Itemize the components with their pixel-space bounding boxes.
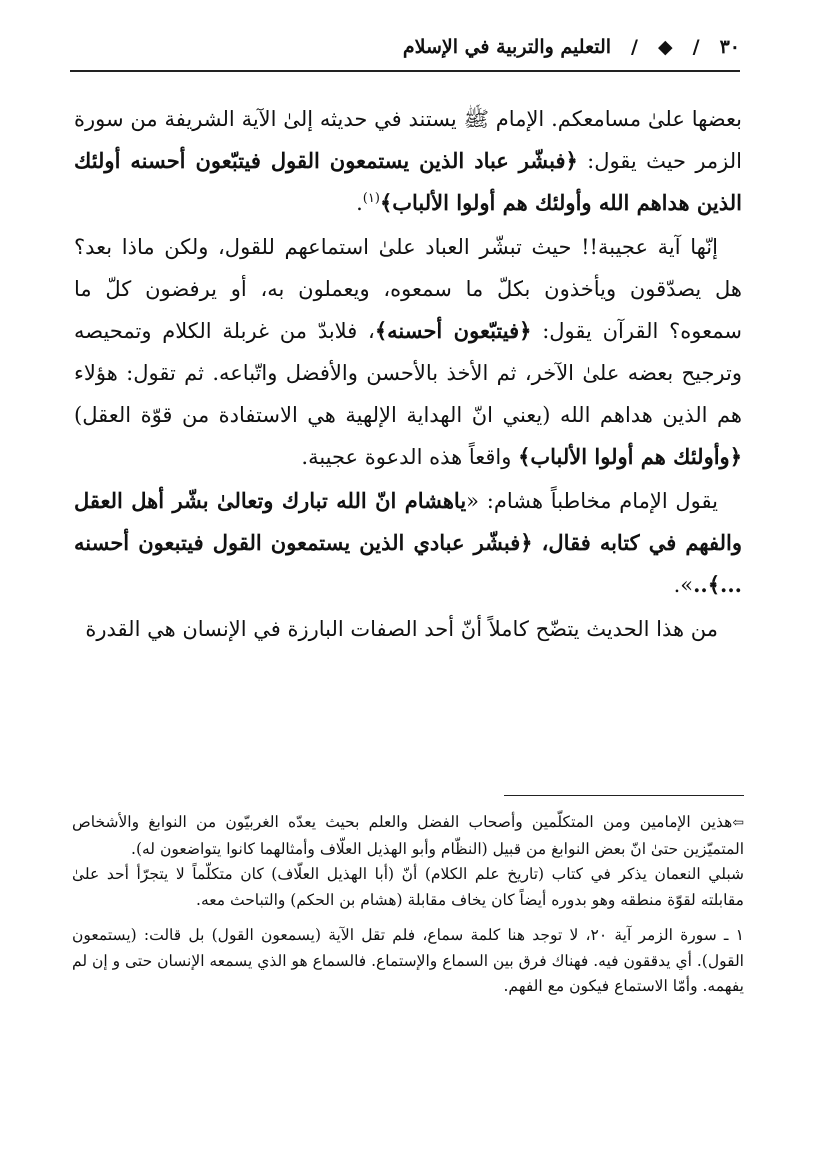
footnotes — [72, 810, 744, 1000]
footnote-continuation: شبلي النعمان يذكر في كتاب (تاريخ علم الكلام) أنّ (أبا الهذيل العلّاف) كان متكلّماً لا يتجرّأ أحد علىٰ مقابلته لقوّة منطقه وهو بدوره أيضاً كان يخاف مقابلة (هشام بن الحكم) والتباحث معه. — [72, 865, 744, 909]
continuation-arrow-icon: ⇦ — [732, 815, 744, 831]
text-run: يقول الإمام مخاطباً هشام: « — [466, 489, 718, 513]
paragraph — [74, 98, 742, 224]
book-title: التعليم والتربية في الإسلام — [402, 36, 612, 58]
text-run: ». — [673, 573, 694, 597]
text-run: واقعاً هذه الدعوة عجيبة. — [301, 445, 519, 469]
paragraph — [74, 226, 742, 478]
header-separator: / — [692, 36, 700, 58]
text-run: . — [356, 191, 363, 215]
footnote-1: ١ ـ سورة الزمر آية ٢٠، لا توجد هنا كلمة سماع، فلم تقل الآية (يسمعون القول) بل قالت: (يستمعون القول). أي يدققون فيه. فهناك فرق بين السماع والإستماع. فالسماع هو الذي يسمعه الإنسان حتى و إن لم يفهمه. وأمّا الاستماع فيكون مع الفهم. — [72, 926, 744, 995]
header-separator: / — [631, 36, 638, 58]
quran-quote: ﴿وأولئك هم أولوا الألباب﴾ — [518, 444, 742, 469]
text-run: بعضها علىٰ مسامعكم. الإمام ﷺ يستند في حديثه إلىٰ الآية الشريفة من سورة الزمر حيث يقول: — [74, 107, 742, 173]
header-rule — [70, 70, 740, 72]
page-number: ٣٠ — [719, 36, 740, 58]
footnote-ref[interactable]: (١) — [362, 191, 380, 206]
quran-quote: ﴿فبشّر عباد الذين يستمعون القول فيتبّعون أحسنه أولئك الذين هداهم الله وأولئك هم أولوا الألباب﴾ — [74, 148, 742, 215]
quran-quote: ﴿فيتبّعون أحسنه﴾ — [374, 318, 532, 343]
diamond-icon: ◆ — [658, 36, 673, 58]
text-run: ، فلابدّ من غربلة الكلام وتمحيصه وترجيح بعضه علىٰ الآخر، ثم الأخذ بالأحسن والأفضل واتّباعه. ثم تقول: هؤلاء هم الذين هداهم الله (يعني انّ الهداية الإلهية هي الاستفادة من قوّة العقل) — [74, 319, 742, 427]
paragraph: من هذا الحديث يتضّح كاملاً أنّ أحد الصفات البارزة في الإنسان هي القدرة — [85, 617, 718, 641]
hadith-quote: ياهشام انّ الله تبارك وتعالىٰ بشّر أهل العقل والفهم في كتابه فقال، ﴿فبشّر عبادي الذين يستمعون القول فيتبعون أحسنه ...﴾.. — [74, 488, 742, 597]
main-text — [74, 98, 742, 650]
paragraph — [74, 480, 742, 606]
text-run: إنّها آية عجيبة!! حيث تبشّر العباد علىٰ استماعهم للقول، ولكن ماذا بعد؟ هل يصدّقون ويأخذون بكلّ ما سمعوه، ويعملون به، أو يرفضون كلّ ما سمعوه؟ القرآن يقول: — [74, 235, 742, 343]
footnote-continuation — [72, 810, 744, 862]
running-header — [70, 30, 740, 64]
footnote-rule — [504, 795, 744, 796]
footnote-text: هذين الإمامين ومن المتكلّمين وأصحاب الفضل والعلم بحيث يعدّه الغربيّون من النوابغ والأشخاص المتميّزين حتىٰ انّ بعض النوابغ من قبيل (النظّام وأبو الهذيل العلّاف وأمثالهما كانوا يتواضعون له). — [72, 813, 744, 858]
